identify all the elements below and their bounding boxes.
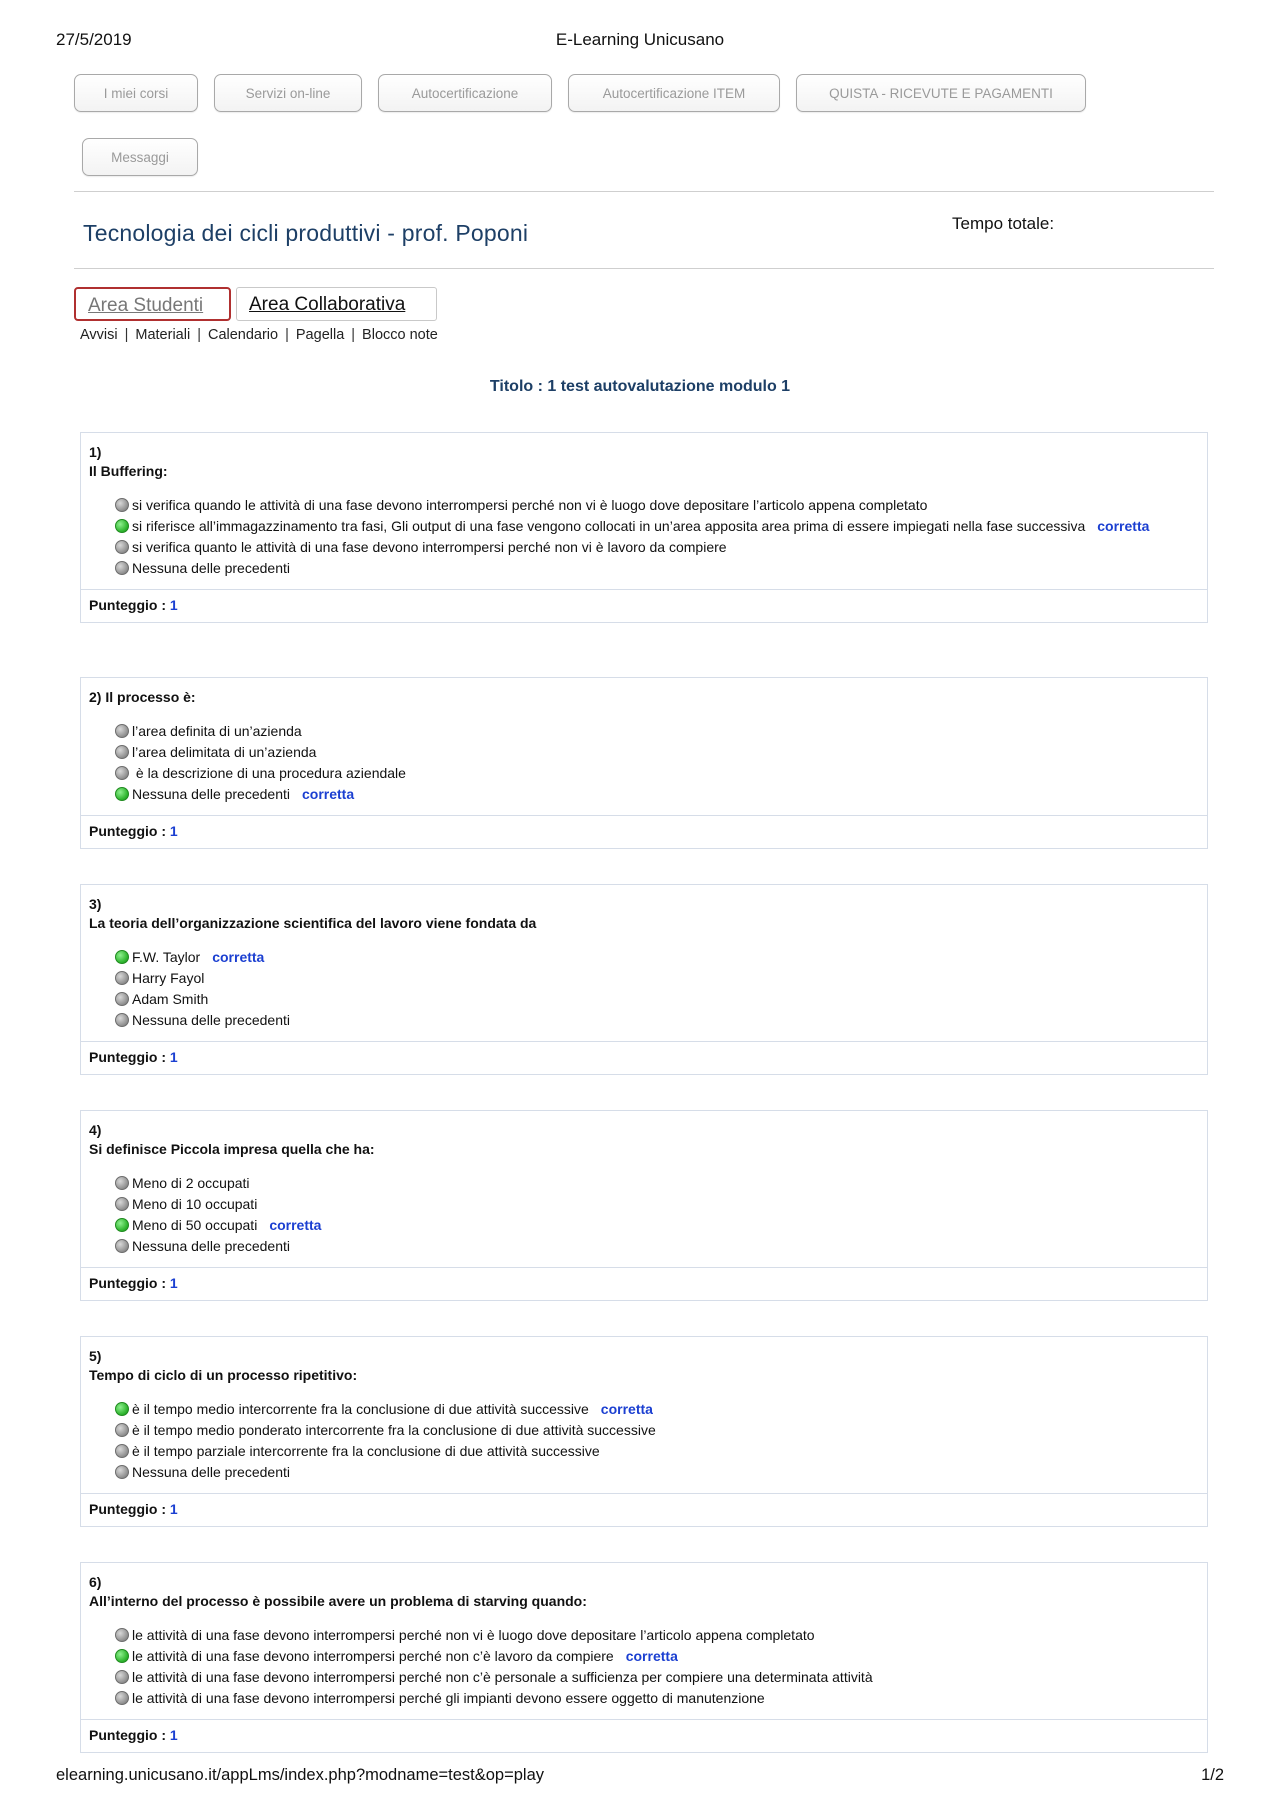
answer-option <box>115 558 1177 579</box>
answer-text: F.W. Taylor <box>132 949 201 965</box>
nav-autocertificazione-item-button[interactable]: Autocertificazione ITEM <box>568 74 780 112</box>
question-text: Il processo è: <box>105 689 196 705</box>
nav-i-miei-corsi-button[interactable]: I miei corsi <box>74 74 198 112</box>
answer-dot-icon <box>115 745 129 759</box>
correct-label: corretta <box>600 1401 653 1417</box>
correct-dot-icon <box>115 1649 129 1663</box>
answer-option <box>115 495 1177 516</box>
question-header <box>81 433 1207 481</box>
answer-dot-icon <box>115 1423 129 1437</box>
answer-option <box>115 1688 1177 1709</box>
answer-dot-icon <box>115 1628 129 1642</box>
score-row <box>81 1493 1207 1526</box>
student-subnav <box>80 327 438 343</box>
question-card-2 <box>80 677 1208 849</box>
correct-dot-icon <box>115 950 129 964</box>
print-url: elearning.unicusano.it/appLms/index.php?modname=test&op=play <box>56 1766 544 1784</box>
question-number: 4) <box>89 1122 102 1138</box>
subnav-blocco-note-link[interactable]: Blocco note <box>362 327 438 343</box>
correct-label: corretta <box>302 786 355 802</box>
answer-option <box>115 742 1177 763</box>
print-date: 27/5/2019 <box>56 30 132 49</box>
answer-text: le attività di una fase devono interrompersi perché non c’è lavoro da compiere <box>132 1648 614 1664</box>
answer-text: Nessuna delle precedenti <box>132 786 290 802</box>
question-card-3 <box>80 884 1208 1075</box>
correct-label: corretta <box>269 1217 322 1233</box>
answer-dot-icon <box>115 1444 129 1458</box>
question-card-6 <box>80 1562 1208 1753</box>
nav-quista-button[interactable]: QUISTA - RICEVUTE E PAGAMENTI <box>796 74 1086 112</box>
print-header <box>56 30 1224 54</box>
answer-text: Nessuna delle precedenti <box>132 1012 290 1028</box>
score-value: 1 <box>169 823 178 839</box>
question-number: 5) <box>89 1348 102 1364</box>
score-label: Punteggio : <box>89 1275 166 1291</box>
header-divider <box>74 191 1214 192</box>
score-row <box>81 1041 1207 1074</box>
answer-text: Adam Smith <box>132 991 209 1007</box>
question-text: La teoria dell’organizzazione scientifica del lavoro viene fondata da <box>89 915 537 931</box>
print-title: E-Learning Unicusano <box>555 30 725 49</box>
score-label: Punteggio : <box>89 1049 166 1065</box>
question-card-4 <box>80 1110 1208 1301</box>
subnav-separator: | <box>351 327 356 343</box>
question-card-5 <box>80 1336 1208 1527</box>
question-header <box>81 1563 1207 1611</box>
question-header <box>81 678 1207 707</box>
answer-text: Meno di 2 occupati <box>132 1175 250 1191</box>
answer-option <box>115 1667 1177 1688</box>
score-row <box>81 1267 1207 1300</box>
answer-text: è il tempo parziale intercorrente fra la conclusione di due attività successive <box>132 1443 600 1459</box>
nav-servizi-online-button[interactable]: Servizi on-line <box>214 74 362 112</box>
answer-option <box>115 1010 1177 1031</box>
answer-text: è il tempo medio ponderato intercorrente fra la conclusione di due attività successive <box>132 1422 656 1438</box>
subnav-pagella-link[interactable]: Pagella <box>295 327 345 343</box>
answer-option <box>115 1441 1177 1462</box>
subnav-separator: | <box>124 327 129 343</box>
answer-dot-icon <box>115 1239 129 1253</box>
answer-text: si verifica quanto le attività di una fase devono interrompersi perché non vi è lavoro da compiere <box>132 539 727 555</box>
answer-text: le attività di una fase devono interrompersi perché gli impianti devono essere oggetto di manutenzione <box>132 1690 765 1706</box>
question-card-1 <box>80 432 1208 623</box>
test-title: Titolo : 1 test autovalutazione modulo 1 <box>489 378 791 395</box>
score-label: Punteggio : <box>89 597 166 613</box>
score-row <box>81 815 1207 848</box>
answer-option <box>115 1646 1177 1667</box>
answer-dot-icon <box>115 498 129 512</box>
subnav-separator: | <box>197 327 201 343</box>
question-text: Si definisce Piccola impresa quella che ha: <box>89 1141 375 1157</box>
answer-text: Nessuna delle precedenti <box>132 1464 290 1480</box>
score-value: 1 <box>169 1275 178 1291</box>
answer-list <box>81 947 1207 1031</box>
correct-dot-icon <box>115 1218 129 1232</box>
question-number: 6) <box>89 1574 102 1590</box>
answer-option <box>115 1399 1177 1420</box>
answer-list <box>81 1625 1207 1709</box>
correct-label: corretta <box>625 1648 678 1664</box>
question-text: All’interno del processo è possibile avere un problema di starving quando: <box>89 1593 587 1609</box>
question-header <box>81 1337 1207 1385</box>
question-header <box>81 885 1207 933</box>
answer-dot-icon <box>115 1670 129 1684</box>
answer-text: l’area delimitata di un’azienda <box>132 744 317 760</box>
answer-list <box>81 1399 1207 1483</box>
answer-dot-icon <box>115 992 129 1006</box>
score-value: 1 <box>169 1501 178 1517</box>
answer-text: Meno di 50 occupati <box>132 1217 258 1233</box>
answer-option <box>115 1236 1177 1257</box>
correct-dot-icon <box>115 787 129 801</box>
answer-option <box>115 1462 1177 1483</box>
answer-text: si riferisce all’immagazzinamento tra fasi, Gli output di una fase vengono collocati in un’area apposita area prima di essere impiegati nella fase successiva <box>132 518 1086 534</box>
correct-label: corretta <box>212 949 265 965</box>
answer-dot-icon <box>115 1465 129 1479</box>
answer-option <box>115 1625 1177 1646</box>
score-value: 1 <box>169 1727 178 1743</box>
answer-text: Meno di 10 occupati <box>132 1196 258 1212</box>
answer-text: Nessuna delle precedenti <box>132 1238 290 1254</box>
score-row <box>81 589 1207 622</box>
answer-option <box>115 1173 1177 1194</box>
answer-dot-icon <box>115 561 129 575</box>
correct-dot-icon <box>115 1402 129 1416</box>
subnav-avvisi-link[interactable]: Avvisi <box>80 327 118 343</box>
subnav-separator: | <box>285 327 289 343</box>
answer-text: le attività di una fase devono interrompersi perché non vi è luogo dove depositare l’articolo appena completato <box>132 1627 815 1643</box>
answer-dot-icon <box>115 1176 129 1190</box>
answer-option <box>115 516 1177 537</box>
course-title: Tecnologia dei cicli produttivi - prof. Poponi <box>83 220 529 246</box>
answer-dot-icon <box>115 724 129 738</box>
answer-option <box>115 763 1177 784</box>
nav-autocertificazione-button[interactable]: Autocertificazione <box>378 74 552 112</box>
question-text: Il Buffering: <box>89 463 168 479</box>
answer-option <box>115 784 1177 805</box>
answer-option <box>115 537 1177 558</box>
answer-list <box>81 721 1207 805</box>
question-header <box>81 1111 1207 1159</box>
score-row <box>81 1719 1207 1752</box>
subnav-calendario-link[interactable]: Calendario <box>207 327 279 343</box>
score-label: Punteggio : <box>89 1727 166 1743</box>
answer-list <box>81 1173 1207 1257</box>
answer-text: è la descrizione di una procedura aziendale <box>132 765 406 781</box>
tab-area-collaborativa[interactable]: Area Collaborativa <box>236 287 437 321</box>
answer-text: l’area definita di un’azienda <box>132 723 302 739</box>
question-number: 2) <box>89 689 102 705</box>
question-text: Tempo di ciclo di un processo ripetitivo: <box>89 1367 358 1383</box>
answer-list <box>81 495 1207 579</box>
answer-text: Nessuna delle precedenti <box>132 560 290 576</box>
answer-option <box>115 947 1177 968</box>
correct-dot-icon <box>115 519 129 533</box>
answer-text: è il tempo medio intercorrente fra la conclusione di due attività successive <box>132 1401 589 1417</box>
answer-text: Harry Fayol <box>132 970 205 986</box>
answer-option <box>115 989 1177 1010</box>
question-number: 3) <box>89 896 102 912</box>
answer-dot-icon <box>115 1013 129 1027</box>
correct-label: corretta <box>1097 518 1150 534</box>
score-label: Punteggio : <box>89 1501 166 1517</box>
score-value: 1 <box>169 1049 178 1065</box>
tempo-totale-label: Tempo totale: <box>952 214 1055 233</box>
course-divider <box>74 268 1214 269</box>
answer-option <box>115 721 1177 742</box>
question-number: 1) <box>89 444 102 460</box>
answer-option <box>115 1420 1177 1441</box>
answer-option <box>115 1194 1177 1215</box>
answer-text: si verifica quando le attività di una fase devono interrompersi perché non vi è luogo dove depositare l’articolo appena completato <box>132 497 928 513</box>
score-label: Punteggio : <box>89 823 166 839</box>
page-number: 1/2 <box>1201 1766 1224 1784</box>
tab-area-studenti[interactable]: Area Studenti <box>74 287 231 321</box>
answer-dot-icon <box>115 1691 129 1705</box>
nav-messaggi-button[interactable]: Messaggi <box>82 138 198 176</box>
answer-dot-icon <box>115 540 129 554</box>
answer-dot-icon <box>115 971 129 985</box>
answer-text: le attività di una fase devono interrompersi perché non c’è personale a sufficienza per compiere una determinata attività <box>132 1669 873 1685</box>
answer-option <box>115 1215 1177 1236</box>
answer-option <box>115 968 1177 989</box>
subnav-materiali-link[interactable]: Materiali <box>135 327 191 343</box>
answer-dot-icon <box>115 766 129 780</box>
answer-dot-icon <box>115 1197 129 1211</box>
score-value: 1 <box>169 597 178 613</box>
